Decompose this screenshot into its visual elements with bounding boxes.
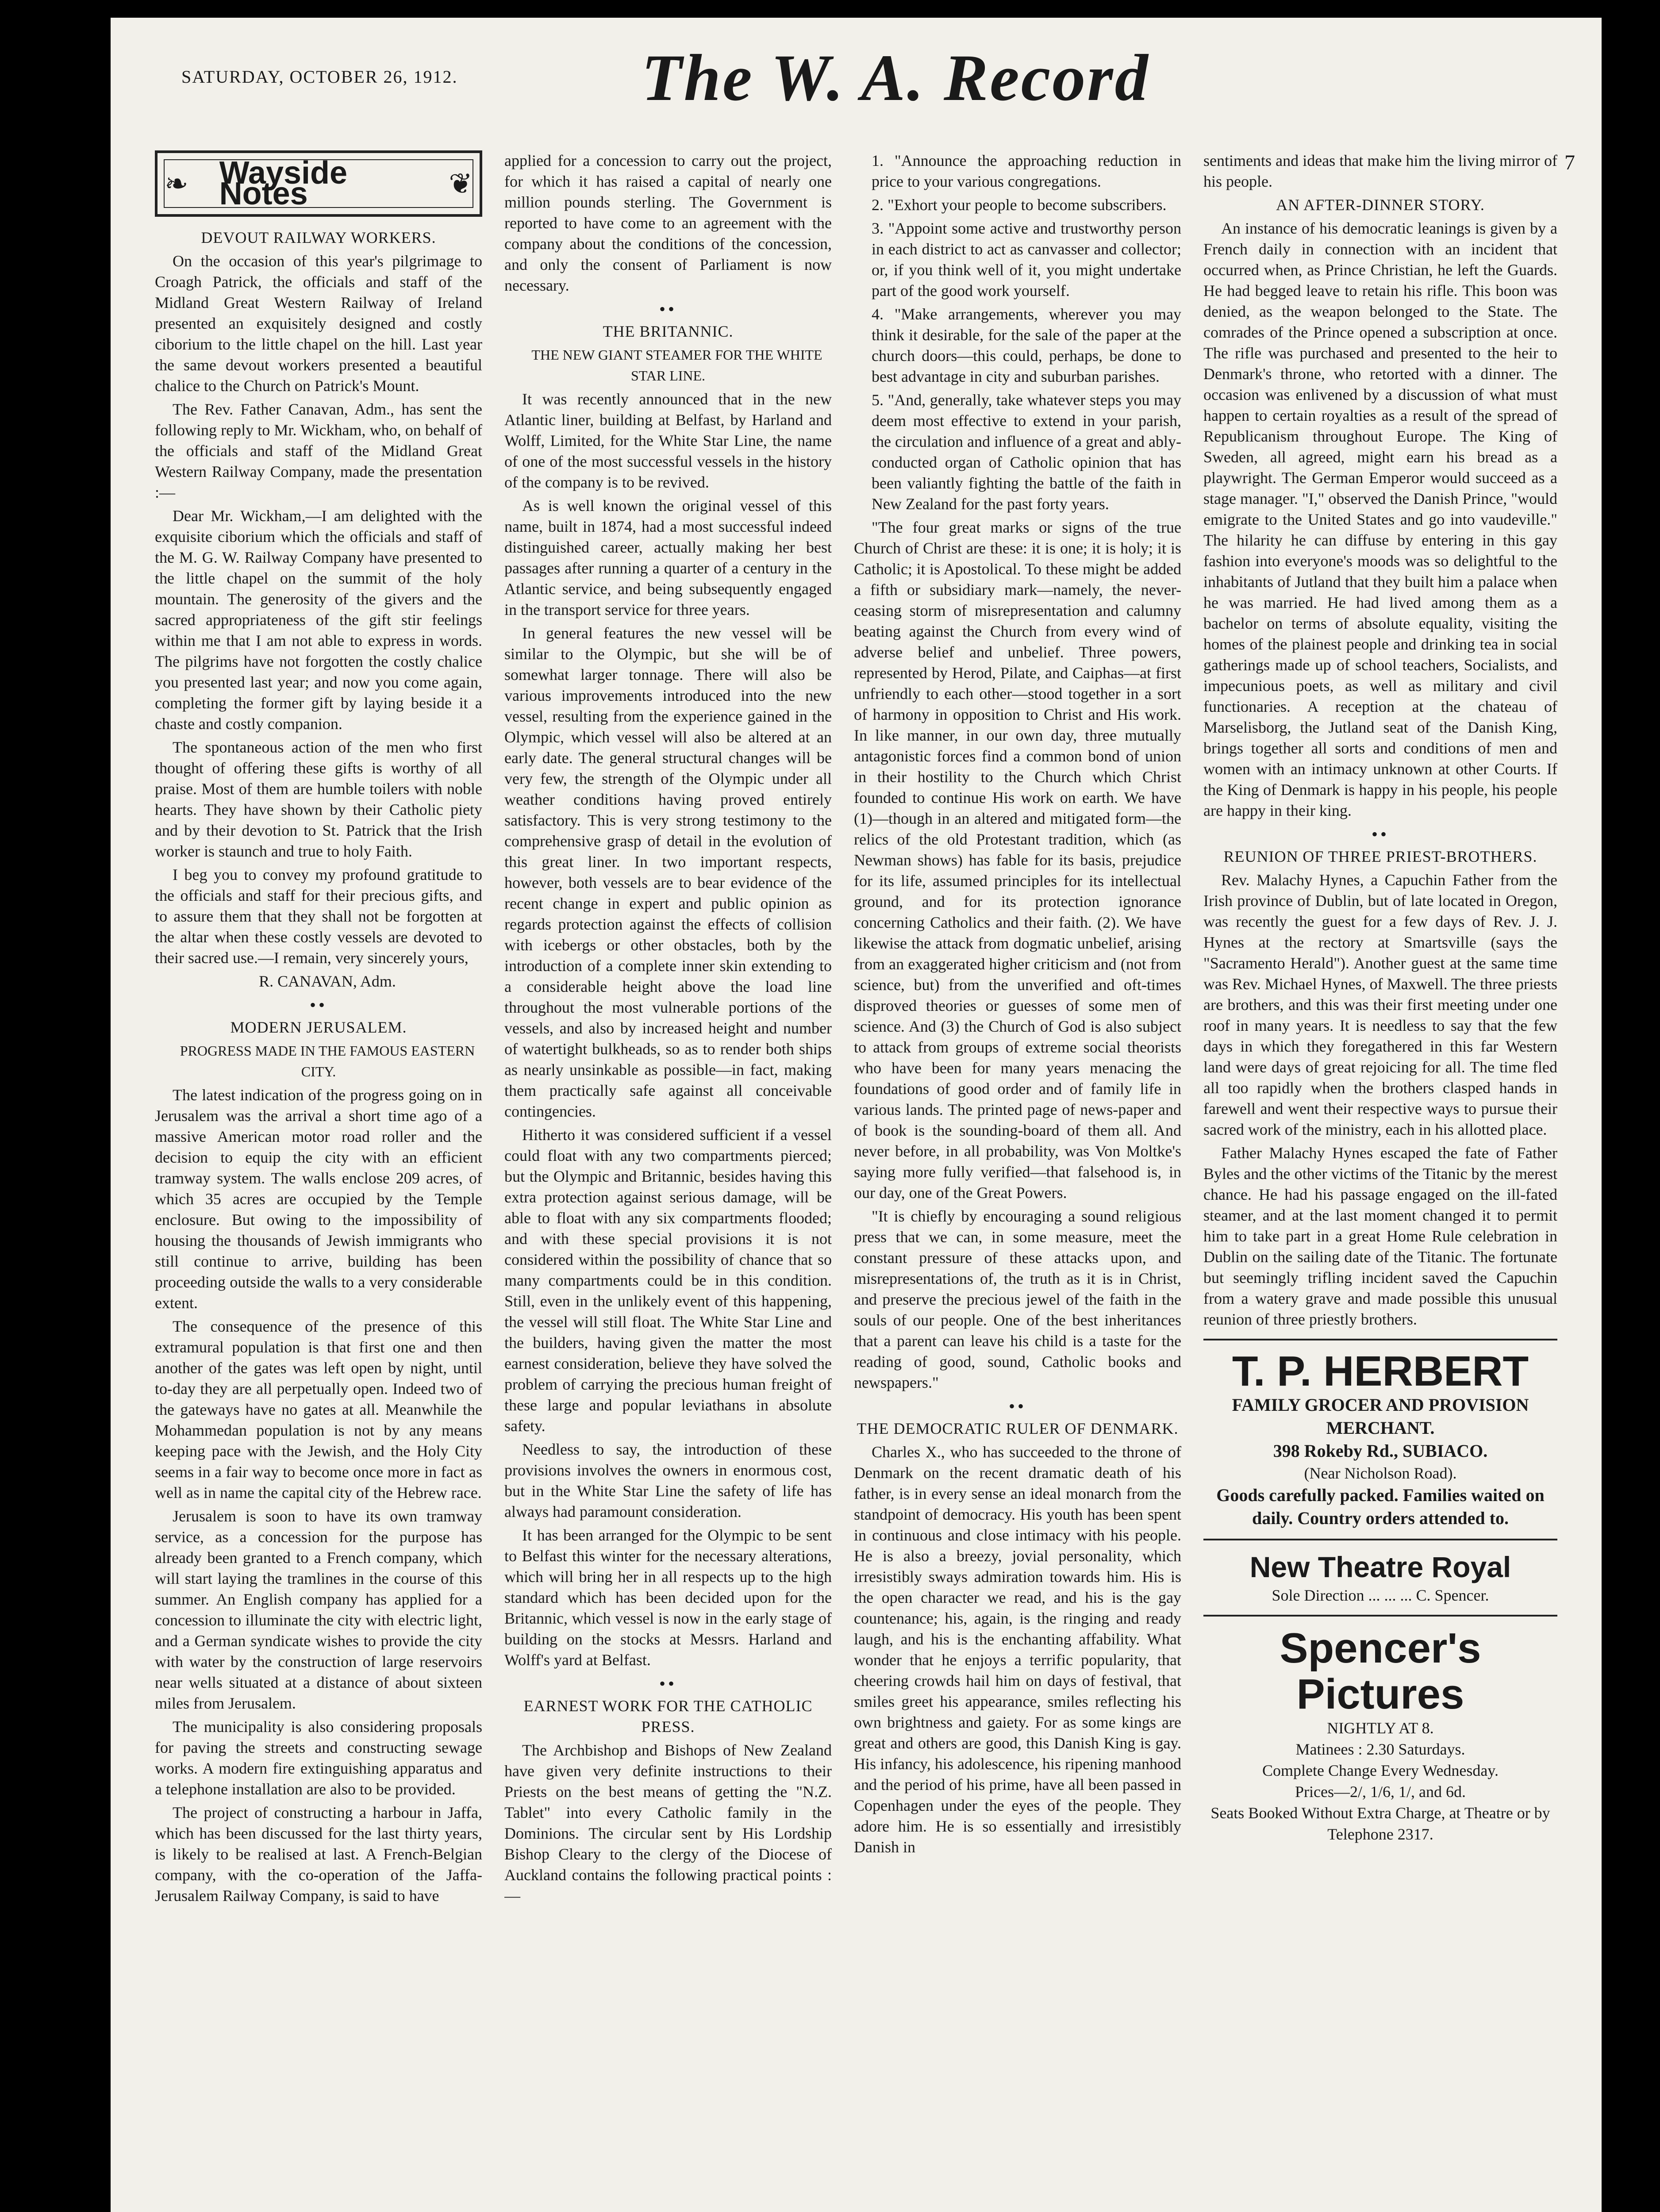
denmark-paragraph: Charles X., who has succeeded to the throne of Denmark on the recent dramatic death of his father, is in every sense an ideal monarch from the standpoint of democracy. His youth has been spent in continuous and close intimacy with his people. He is also a breezy, jovial personality, which irresistibly sways admiration towards him. His is the open character we read, and his is the gay countenance; his, again, is the ringing and ready laugh, and his is the enchanting affability. What wonder that he enjoys a terrific popularity, that cheering crowds hail him on days of festival, that smiles greet his appearance, smiles reflecting his own brightness and gaiety. For as some kings are great and others are good, this Danish King is gay. His infancy, his adolescence, his ripening manhood and the period of his prime, have all been passed in Copenhagen under the eyes of the people. They adore him. He is so essentially and irresistibly Danish in	[854, 1443, 1181, 1856]
list-item: 1. "Announce the approaching reduction in price to your various congregations.	[872, 152, 1181, 190]
jerusalem-paragraph: The municipality is also considering proposals for paving the streets and constructing sewage works. A modern fire extinguishing apparatus and a telephone installation are also to be provided.	[155, 1718, 482, 1798]
right-ornament-icon: ❦	[449, 168, 473, 200]
theatre-direction: Sole Direction ... ... ... C. Spencer.	[1272, 1586, 1489, 1604]
reunion-paragraph: Rev. Malachy Hynes, a Capuchin Father from the Irish province of Dublin, but of late located in Oregon, was recently the guest for a few days of Rev. J. J. Hynes at the rectory at Smartsville (says the "Sacramento Herald"). Another guest at the same time was Rev. Michael Hynes, of Maxwell. The three priests are brothers, and this was their first meeting under one roof in many years. It is needless to say that the few days in which they foregathered in this far Western land were days of great rejoicing for all. The time fled all too rapidly when the brothers clasped hands in farewell and went their respective ways to pursue their sacred work of the ministry, each in his allotted place.	[1203, 871, 1557, 1138]
railway-paragraph: On the occasion of this year's pilgrimage to Croagh Patrick, the officials and staff of the Midland Great Western Railway of Ireland presented an exquisitely designed and costly ciborium to the little chapel on the hill. Last year the same devout workers presented a beautiful chalice to the Church on Patrick's Mount.	[155, 252, 482, 395]
pictures-nightly: NIGHTLY AT 8.	[1327, 1719, 1434, 1737]
section-divider: ••	[1371, 824, 1389, 844]
column-3	[854, 150, 1181, 2212]
pictures-advertisement	[1203, 1615, 1557, 1845]
catholic-press-paragraph: "The four great marks or signs of the true Church of Christ are these: it is one; it is holy; it is Catholic; it is Apostolical. To these might be added a fifth or subsidiary mark—namely, the never-ceasing storm of misrepresentation and calumny beating against the Church from every wind of adverse belief and unbelief. Three powers, represented by Herod, Pilate, and Caiphas—at first unfriendly to each other—stood together in a sort of harmony in opposition to Christ and His work. In like manner, in our own day, three mutually antagonistic forces find a common bond of union in their hostility to the Church which Christ founded to continue His work on earth. We have (1)—though in an altered and mitigated form—the relics of the old Protestant tradition, which (as Newman shows) has fable for its basis, prejudice for its life, assumed principles for its intellectual ground, and for its protection ignorance concerning Catholics and their faith. (2). We have likewise the attack from dogmatic unbelief, arising from an exaggerated higher criticism and (not from science, but) from the unverified and oft-times disproved theories or guesses of some men of science. And (3) the Church of God is also subject to attack from groups of extreme social theorists who have been for many years menacing the foundations of good order and of family life in various lands. The printed page of news-paper and of book is the sounding-board of them all. And never before, in all probability, was Von Moltke's saying more fully verified—that falsehood is, in our day, one of the Great Powers.	[854, 518, 1181, 1202]
list-item: 3. "Appoint some active and trustworthy person in each district to act as canvasser and collector; or, if you think well of it, you might undertake part of the good work yourself.	[872, 219, 1181, 300]
column-2	[504, 150, 832, 2212]
letter-paragraph: I beg you to convey my profound gratitude to the officials and staff for their precious gifts, and to assure them that they shall not be forgotten at the altar when these costly vessels are devoted to their sacred use.—I remain, very sincerely yours,	[155, 866, 482, 967]
theatre-name: New Theatre Royal	[1249, 1551, 1511, 1583]
britannic-paragraph: In general features the new vessel will be similar to the Olympic, but she will be of somewhat larger tonnage. There will also be various improvements introduced into the new vessel, resulting from the experience gained in the Olympic, which vessel will also be altered at an early date. The general structural changes will be very few, the strength of the Olympic under all weather conditions having proved entirely satisfactory. This is very strong testimony to the comprehensive grasp of detail in the evolution of this great liner. In two important respects, however, both vessels are to bear evidence of the recent change in expert and public opinion as regards protection against the effects of collision with icebergs or other obstacles, both by the introduction of a complete inner skin extending to a considerable height above the load line throughout the most vulnerable portions of the vessels, and also by increased height and number of watertight bulkheads, so as to render both ships as nearly unsinkable as possible—in fact, making them practically safe against all conceivable contingencies.	[504, 624, 832, 1120]
herbert-near: (Near Nicholson Road).	[1304, 1464, 1457, 1482]
reunion-heading: REUNION OF THREE PRIEST-BROTHERS.	[1223, 848, 1537, 865]
pictures-matinee: Matinees : 2.30 Saturdays.	[1295, 1740, 1465, 1758]
denmark-heading: THE DEMOCRATIC RULER OF DENMARK.	[857, 1420, 1179, 1437]
pictures-change: Complete Change Every Wednesday.	[1262, 1762, 1499, 1779]
jerusalem-paragraph: Jerusalem is soon to have its own tramway service, as a concession for the purpose has already been granted to a French company, which will start laying the tramlines in the course of this summer. An English company has applied for a concession to illuminate the city with electric light, and a German syndicate wishes to provide the city with water by the construction of large reservoirs near wells situated at a distance of about sixteen miles from Jerusalem.	[155, 1507, 482, 1712]
catholic-press-heading: EARNEST WORK FOR THE CATHOLIC PRESS.	[523, 1697, 813, 1736]
reunion-paragraph: Father Malachy Hynes escaped the fate of Father Byles and the other victims of the Titanic by the merest chance. He had his passage engaged on the ill-fated steamer, and at the last moment changed it to permit him to take part in a great Home Rule celebration in Dublin on the sailing date of the Titanic. The fortunate but seemingly trifling incident saved the Capuchin from a watery grave and made possible this unusual reunion of three priestly brothers.	[1203, 1144, 1557, 1328]
section-divider: ••	[659, 299, 677, 319]
catholic-press-paragraph: The Archbishop and Bishops of New Zealand have given very definite instructions to their Priests on the best means of getting the "N.Z. Tablet" into every Catholic family in the Dominions. The circular sent by His Lordship Bishop Cleary to the clergy of the Diocese of Auckland contains the following practical points :—	[504, 1741, 832, 1905]
herbert-trade: FAMILY GROCER AND PROVISION MERCHANT.	[1232, 1395, 1529, 1438]
wayside-notes-banner	[155, 150, 482, 217]
list-item: 2. "Exhort your people to become subscribers.	[872, 196, 1167, 214]
letter-paragraph: The spontaneous action of the men who first thought of offering these gifts is worthy of all praise. Most of them are humble toilers with noble hearts. They have shown by their Catholic piety and by their devotion to St. Patrick that the Irish worker is staunch and true to holy Faith.	[155, 738, 482, 860]
britannic-paragraph: Needless to say, the introduction of these provisions involves the owners in enormous cost, but in the White Star Line the safety of life has always had paramount consideration.	[504, 1440, 832, 1521]
pictures-title-1: Spencer's	[1280, 1624, 1481, 1672]
railway-paragraph: The Rev. Father Canavan, Adm., has sent the following reply to Mr. Wickham, who, on behalf of the officials and staff of the Midland Great Western Railway Company, made the presentation :—	[155, 400, 482, 501]
letter-paragraph: Dear Mr. Wickham,—I am delighted with the exquisite ciborium which the officials and staff of the M. G. W. Railway Company have presented to the little chapel on the summit of the holy mountain. The generosity of the givers and the sacred appropriateness of the gift stir feelings within me that I am not able to express in words. The pilgrims have not forgotten the costly chalice you presented last year; and now you come again, completing the former gift by laying beside it a chaste and costly companion.	[155, 507, 482, 733]
denmark-paragraph: An instance of his democratic leanings is given by a French daily in connection with an incident that occurred when, as Prince Christian, he left the Guards. He had begged leave to retain his rifle. This boon was denied, as the weapon belonged to the State. The comrades of the Prince opened a subscription at once. The rifle was purchased and presented to the heir to Denmark's throne, who retorted with a dinner. The occasion was enlivened by a discussion of what must happen to certain royalties as a result of the spread of Republicanism throughout Europe. The King of Sweden, all agreed, might earn his bread as a playwright. The German Emperor would succeed as a stage manager. "I," observed the Danish Prince, "would emigrate to the United States and go into vaudeville." The hilarity he can diffuse by entering in this gay fashion into everyone's moods was so delightful to the inhabitants of Jutland that they built him a palace when he was married. He had lived among them as a bachelor on terms of absolute equality, visiting the homes of the plainest people and drinking tea in social gatherings made up of school teachers, Socialists, and impecunious poets, as well as military and civil functionaries. A reception at the chateau of Marselisborg, the Jutland seat of the Danish King, brings together all sorts and conditions of men and women with an intimacy unknown at other Courts. If the King of Denmark is happy in his people, his people are happy in their king.	[1203, 219, 1557, 819]
britannic-heading: THE BRITANNIC.	[603, 323, 734, 340]
left-ornament-icon: ❧	[165, 168, 188, 200]
denmark-paragraph: sentiments and ideas that make him the living mirror of his people.	[1203, 152, 1557, 190]
jerusalem-paragraph: The consequence of the presence of this extramural population is that first one and then another of the gates was left open by night, until to-day they are all perpetually open. Indeed two of the gateways have no gates at all. Meanwhile the Mohammedan population is not by any means keeping pace with the Jewish, and the Holy City seems in a fair way to become once more in fact as well as in name the capital city of the Hebrew race.	[155, 1317, 482, 1502]
herbert-name: T. P. HERBERT	[1232, 1348, 1529, 1395]
story-heading: AN AFTER-DINNER STORY.	[1276, 196, 1485, 214]
list-item: 5. "And, generally, take whatever steps you may deem most effective to extend in your parish, the circulation and influence of a great and ably-conducted organ of Catholic opinion that has been valiantly fighting the battle of the faith in New Zealand for the past forty years.	[872, 391, 1181, 513]
newspaper-title: The W. A. Record	[642, 41, 1150, 115]
section-divider: ••	[309, 995, 327, 1015]
railway-heading: DEVOUT RAILWAY WORKERS.	[201, 229, 436, 246]
jerusalem-paragraph: The latest indication of the progress going on in Jerusalem was the arrival a short time ago of a massive American motor road roller and the decision to equip the city with an efficient tramway system. The walls enclose 209 acres, of which 35 acres are occupied by the Temple enclosure. But owing to the impossibility of housing the thousands of Jewish immigrants who still continue to arrive, building has been proceeding outside the walls to a very considerable extent.	[155, 1086, 482, 1312]
list-item: 4. "Make arrangements, wherever you may think it desirable, for the sale of the paper at the church doors—this could, perhaps, be done to best advantage in city and suburban parishes.	[872, 305, 1181, 385]
banner-title: Wayside Notes	[219, 155, 348, 211]
jerusalem-subheading: PROGRESS MADE IN THE FAMOUS EASTERN CITY.	[180, 1043, 475, 1079]
britannic-paragraph: Hitherto it was considered sufficient if a vessel could float with any two compartments pierced; but the Olympic and Britannic, besides having this extra protection against serious damage, will be able to float with any six compartments flooded; and with these special provisions it is not considered within the possibility of chance that so many compartments could be in this condition. Still, even in the unlikely event of this happening, the vessel will still float. The White Star Line and the builders, having given the matter the most earnest consideration, believe they have solved the problem of carrying the precious human freight of these large and popular leviathans in absolute safety.	[504, 1126, 832, 1435]
jerusalem-paragraph: The project of constructing a harbour in Jaffa, which has been discussed for the last thirty years, is likely to be realised at last. A French-Belgian company, with the co-operation of the Jaffa-Jerusalem Railway Company, is said to have	[155, 1804, 482, 1905]
section-divider: ••	[659, 1674, 677, 1694]
britannic-subheading: THE NEW GIANT STEAMER FOR THE WHITE STAR LINE.	[531, 347, 822, 384]
britannic-paragraph: As is well known the original vessel of this name, built in 1874, had a most successful indeed distinguished career, actually making her best passages after running a quarter of a century in the Atlantic service, and being subsequently engaged in the transport service for three years.	[504, 497, 832, 618]
newspaper-page	[111, 18, 1602, 2212]
theatre-advertisement	[1203, 1539, 1557, 1606]
pictures-booking: Seats Booked Without Extra Charge, at Theatre or by Telephone 2317.	[1210, 1804, 1550, 1843]
britannic-paragraph: It was recently announced that in the new Atlantic liner, building at Belfast, by Harland and Wolff, Limited, for the White Star Line, the name of one of the most successful vessels in the history of the company is to be revived.	[504, 390, 832, 491]
herbert-services: Goods carefully packed. Families waited on daily. Country orders attended to.	[1216, 1485, 1545, 1528]
britannic-paragraph: It has been arranged for the Olympic to be sent to Belfast this winter for the necessary alterations, which will bring her in all respects up to the high standard which has been decided upon for the Britannic, which vessel is now in the early stage of building on the stocks at Messrs. Harland and Wolff's yard at Belfast.	[504, 1526, 832, 1669]
issue-date: SATURDAY, OCTOBER 26, 1912.	[181, 67, 458, 87]
section-divider: ••	[1008, 1396, 1026, 1416]
pictures-prices: Prices—2/, 1/6, 1/, and 6d.	[1295, 1783, 1466, 1801]
jerusalem-paragraph: applied for a concession to carry out the project, for which it has raised a capital of nearly one million pounds sterling. The Government is reported to have come to an agreement with the company about the conditions of the concession, and only the consent of Parliament is now necessary.	[504, 152, 832, 294]
column-4	[1203, 150, 1557, 2212]
pictures-title-2: Pictures	[1296, 1671, 1464, 1718]
letter-signature: R. CANAVAN, Adm.	[259, 972, 396, 990]
page-number: 7	[1564, 151, 1575, 174]
column-1	[155, 150, 482, 2212]
herbert-address: 398 Rokeby Rd., SUBIACO.	[1273, 1441, 1488, 1461]
herbert-advertisement	[1203, 1339, 1557, 1530]
jerusalem-heading: MODERN JERUSALEM.	[230, 1018, 407, 1036]
catholic-press-paragraph: "It is chiefly by encouraging a sound religious press that we can, in some measure, meet the constant pressure of these attacks upon, and misrepresentations of, the truth as it is in Christ, and preserve the precious jewel of the faith in the souls of our people. One of the best inheritances that a parent can leave his child is a taste for the reading of good, sound, Catholic books and newspapers."	[854, 1207, 1181, 1391]
